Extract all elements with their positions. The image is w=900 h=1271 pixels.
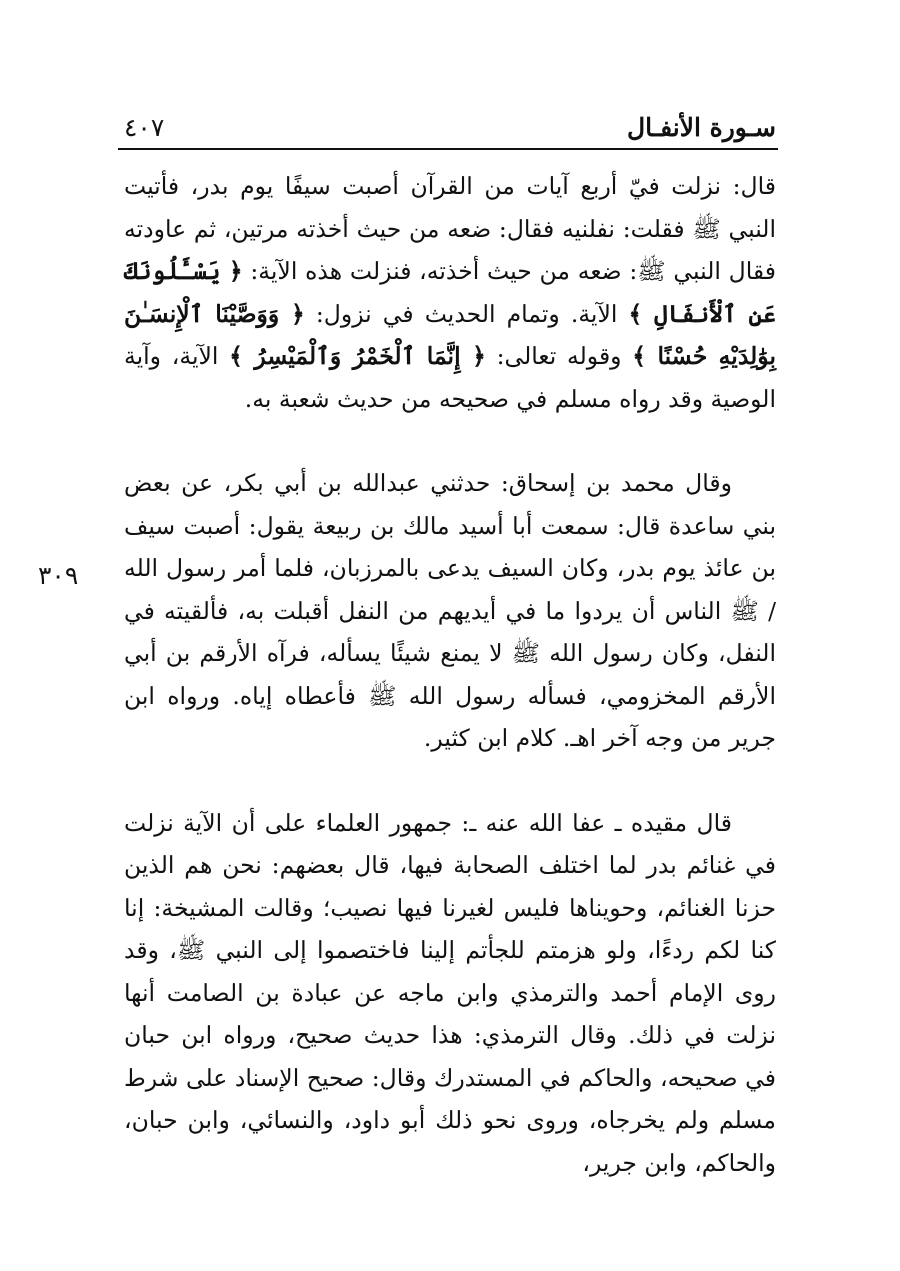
- paragraph-ibn-ishaq: وقال محمد بن إسحاق: حدثني عبدالله بن أبي بكر، عن بعض بني ساعدة قال: سمعت أبا أسيد مالك بن ربيعة يقول: أصبت سيف بن عائذ يوم بدر، وكان السيف يدعى بالمرزبان، فلما أمر رسول الله / ﷺ الناس أن يردوا ما في أيديهم من النفل أقبلت به، فألقيته في النفل، وكان رسول الله ﷺ لا يمنع شيئًا يسأله، فرآه الأرقم بن أبي الأرقم المخزومي، فسأله رسول الله ﷺ فأعطاه إياه. ورواه ابن جرير من وجه آخر اهـ. كلام ابن كثير.: [124, 469, 776, 752]
- paragraph-gap: [124, 420, 776, 462]
- paragraph-text: الآية، وآية الوصية وقد رواه مسلم في صحيحه من حديث شعبة به.: [124, 342, 776, 413]
- margin-reference-number: ٣٠٩: [38, 561, 79, 590]
- paragraph-text: وقوله تعالى:: [485, 342, 633, 370]
- page-body: [124, 165, 776, 1184]
- paragraph-text: قال: نزلت فيّ أربع آيات من القرآن أصبت سيفًا يوم بدر، فأتيت النبي ﷺ فقلت: نفلنيه فقال: ضعه من حيث أخذته مرتين، ثم عاودته فقال النبي ﷺ: ضعه من حيث أخذته، فنزلت هذه الآية:: [124, 172, 776, 285]
- quran-verse-anfal: ﴿ يَسْـَٔلُونَكَ عَنِ ٱلْأَنفَالِ ﴾: [124, 257, 776, 328]
- quran-verse-khamr: ﴿ إِنَّمَا ٱلْخَمْرُ وَٱلْمَيْسِرُ ﴾: [229, 342, 486, 370]
- page-number: ٤٠٧: [124, 113, 165, 142]
- paragraph-hadith-saad: [124, 165, 776, 420]
- paragraph-author-commentary: قال مقيده ـ عفا الله عنه ـ: جمهور العلماء على أن الآية نزلت في غنائم بدر لما اختلف الصحابة فيها، قال بعضهم: نحن هم الذين حزنا الغنائم، وحويناها فليس لغيرنا فيها نصيب؛ وقالت المشيخة: إنا كنا لكم ردءًا، ولو هزمتم للجأتم إلينا فاختصموا إلى النبي ﷺ، وقد روى الإمام أحمد والترمذي وابن ماجه عن عبادة بن الصامت أنها نزلت في ذلك. وقال الترمذي: هذا حديث صحيح، ورواه ابن حبان في صحيحه، والحاكم في المستدرك وقال: صحيح الإسناد على شرط مسلم ولم يخرجاه، وروى نحو ذلك أبو داود، والنسائي، وابن حبان، والحاكم، وابن جرير،: [124, 808, 776, 1177]
- paragraph-gap: [124, 760, 776, 802]
- surah-title: سـورة الأنفـال: [627, 113, 776, 142]
- page-header: [118, 100, 778, 150]
- quran-verse-wassayna: ﴿ وَوَصَّيْنَا ٱلْإِنسَـٰنَ بِوَٰلِدَيْهِ حُسْنًا ﴾: [124, 299, 776, 370]
- paragraph-text: الآية. وتمام الحديث في نزول:: [304, 299, 629, 328]
